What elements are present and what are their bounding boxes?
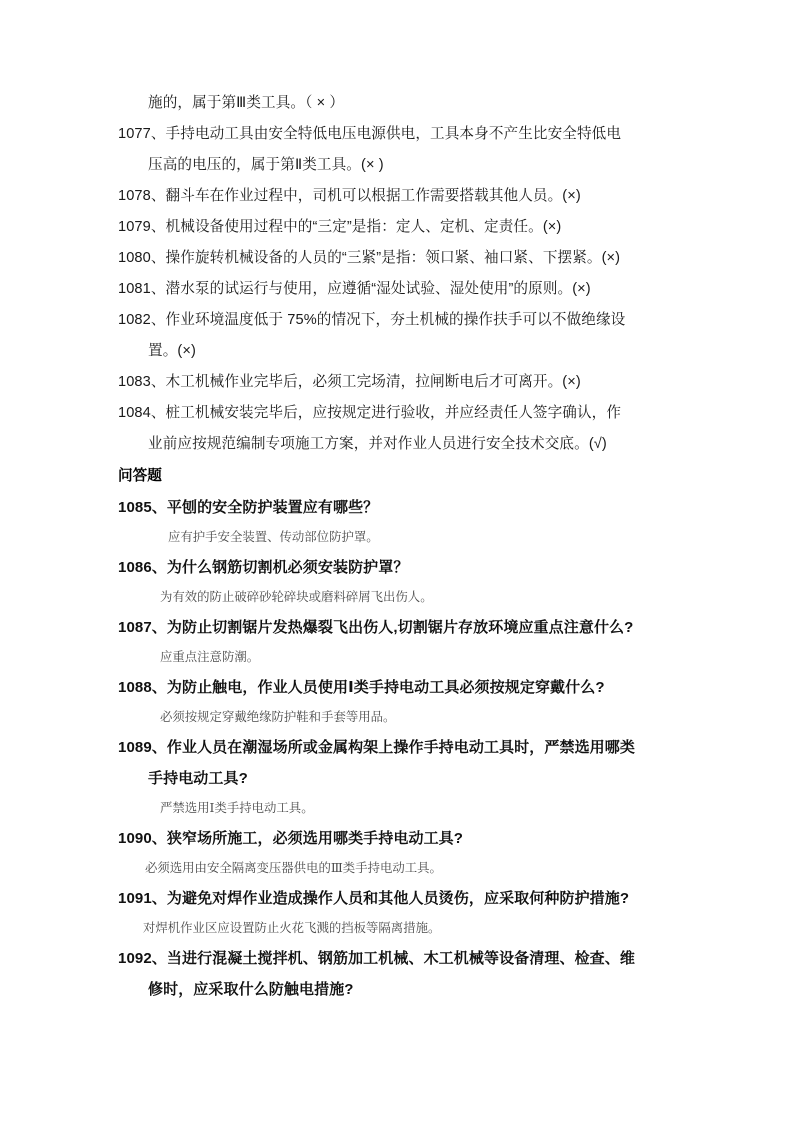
section-heading: 问答题 [118, 468, 162, 484]
statement-line: 置。(×) [148, 343, 196, 359]
question-text: 1088、为防止触电，作业人员使用Ⅰ类手持电动工具必须按规定穿戴什么? [118, 679, 605, 696]
answer-text: 为有效的防止破碎砂轮碎块或磨料碎屑飞出伤人。 [160, 590, 433, 604]
answer-text: 严禁选用Ⅰ类手持电动工具。 [160, 801, 314, 815]
question-continuation-line: 手持电动工具? [148, 770, 248, 787]
statement-line: 1078、翻斗车在作业过程中，司机可以根据工作需要搭载其他人员。(×) [118, 188, 581, 204]
statement-line: 1082、作业环境温度低于 75%的情况下，夯土机械的操作扶手可以不做绝缘设 [118, 312, 626, 328]
statement-line: 1080、操作旋转机械设备的人员的“三紧”是指：领口紧、袖口紧、下摆紧。(×) [118, 250, 621, 266]
question-block-1090 [118, 823, 684, 883]
question-block-1092 [118, 943, 684, 1005]
question-text: 1089、作业人员在潮湿场所或金属构架上操作手持电动工具时，严禁选用哪类 [118, 739, 635, 756]
statement-line: 1084、桩工机械安装完毕后，应按规定进行验收，并应经责任人签字确认，作 [118, 405, 622, 421]
question-text: 1086、为什么钢筋切割机必须安装防护罩？ [118, 559, 409, 576]
question-text: 1090、狭窄场所施工，必须选用哪类手持电动工具? [118, 830, 464, 847]
question-text: 1087、为防止切割锯片发热爆裂飞出伤人,切割锯片存放环境应重点注意什么? [118, 619, 634, 636]
statement-list [118, 88, 684, 459]
statement-line: 1083、木工机械作业完毕后，必须工完场清，拉闸断电后才可离开。(×) [118, 374, 581, 390]
question-text-continued [118, 974, 684, 1005]
question-block-1085 [118, 492, 684, 552]
question-text: 1085、平刨的安全防护装置应有哪些？ [118, 499, 379, 516]
question-text-continued [118, 763, 684, 794]
question-block-1086 [118, 552, 684, 612]
question-continuation-line: 修时，应采取什么防触电措施? [148, 981, 354, 998]
answer-text: 必须按规定穿戴绝缘防护鞋和手套等用品。 [160, 710, 396, 724]
statement-line: 业前应按规范编制专项施工方案，并对作业人员进行安全技术交底。(√) [148, 436, 607, 452]
statement-line: 1077、手持电动工具由安全特低电压电源供电，工具本身不产生比安全特低电 [118, 126, 622, 142]
question-block-1091 [118, 883, 684, 943]
statement-line: 1081、潜水泵的试运行与使用，应遵循“湿处试验、湿处使用”的原则。(×) [118, 281, 591, 297]
answer-text: 应有护手安全装置、传动部位防护罩。 [168, 530, 379, 544]
question-text: 1091、为避免对焊作业造成操作人员和其他人员烫伤，应采取何种防护措施? [118, 890, 630, 907]
answer-text: 应重点注意防潮。 [160, 650, 260, 664]
question-text: 1092、当进行混凝土搅拌机、钢筋加工机械、木工机械等设备清理、检查、维 [118, 950, 635, 967]
answer-text: 必须选用由安全隔离变压器供电的Ⅲ类手持电动工具。 [145, 861, 442, 875]
document-content [118, 88, 684, 1005]
answer-text: 对焊机作业区应设置防止火花飞溅的挡板等隔离措施。 [143, 921, 441, 935]
statement-line: 1079、机械设备使用过程中的“三定”是指：定人、定机、定责任。(×) [118, 219, 562, 235]
statement-line: 压高的电压的，属于第Ⅱ类工具。(× ) [148, 157, 384, 173]
statement-line: 施的，属于第Ⅲ类工具。（ × ） [148, 95, 345, 111]
question-block-1088 [118, 672, 684, 732]
question-block-1087 [118, 612, 684, 672]
question-block-1089 [118, 732, 684, 823]
question-list [118, 492, 684, 1005]
